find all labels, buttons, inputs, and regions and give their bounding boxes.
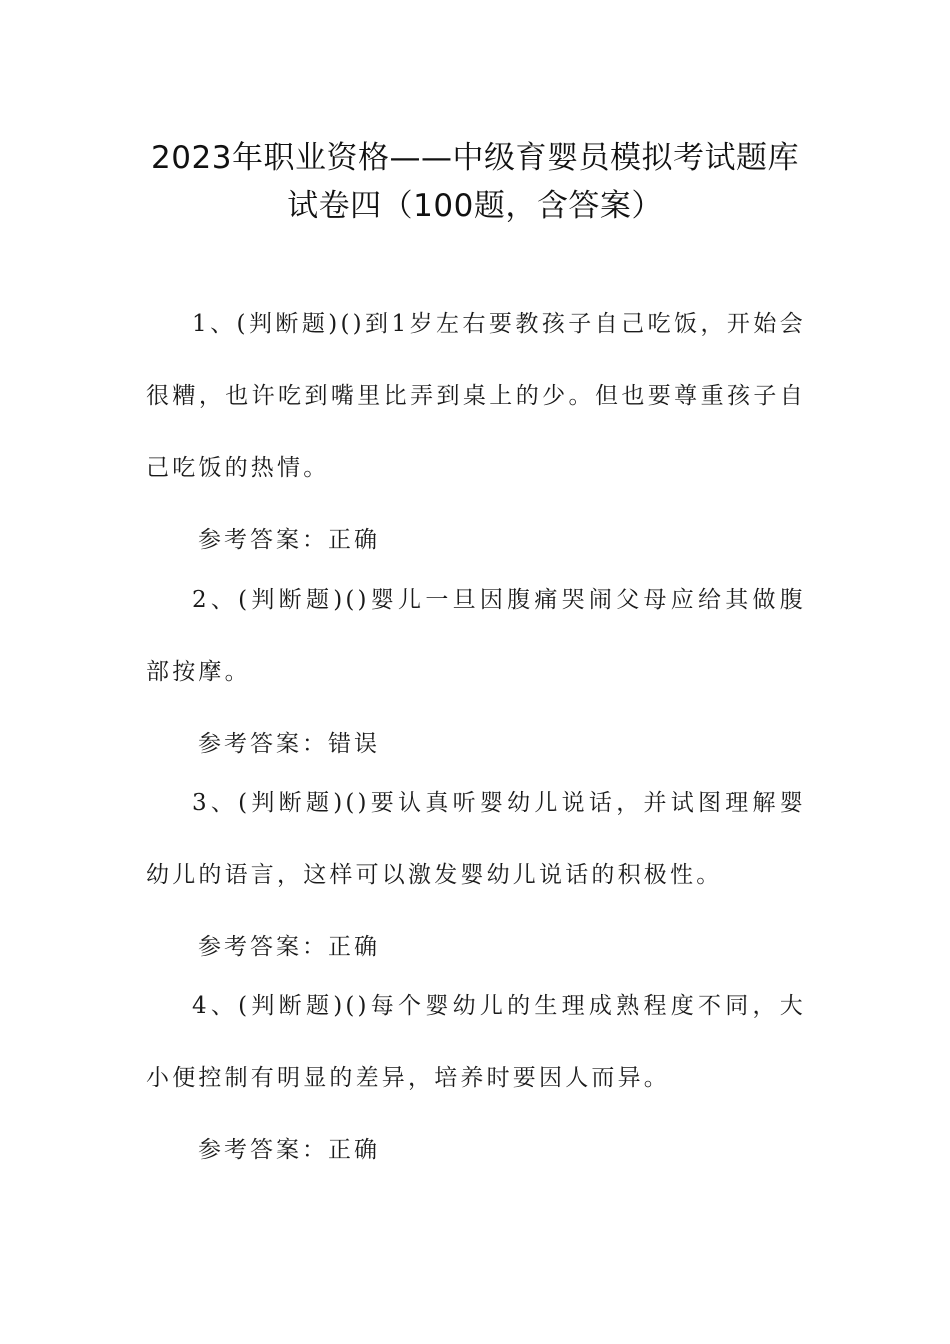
question-text: 3、(判断题)()要认真听婴幼儿说话，并试图理解婴幼儿的语言，这样可以激发婴幼儿说话的积极性。	[146, 790, 806, 888]
question-text: 1、(判断题)()到1岁左右要教孩子自己吃饭，开始会很糟，也许吃到嘴里比弄到桌上的少。但也要尊重孩子自己吃饭的热情。	[146, 311, 806, 481]
answer-text: 参考答案：错误	[198, 731, 380, 757]
answer-text: 参考答案：正确	[198, 1137, 380, 1163]
question-text: 4、(判断题)()每个婴幼儿的生理成熟程度不同，大小便控制有明显的差异，培养时要因人而异。	[146, 993, 806, 1091]
document-title: 2023年职业资格——中级育婴员模拟考试题库	[151, 140, 799, 176]
question-block	[146, 970, 806, 1186]
question-block	[146, 767, 806, 983]
question-text: 2、(判断题)()婴儿一旦因腹痛哭闹父母应给其做腹部按摩。	[146, 587, 806, 685]
question-block	[146, 564, 806, 780]
answer-text: 参考答案：正确	[198, 527, 380, 553]
document-subtitle: 试卷四（100题，含答案）	[287, 188, 663, 224]
answer-text: 参考答案：正确	[198, 934, 380, 960]
question-block	[146, 288, 806, 576]
